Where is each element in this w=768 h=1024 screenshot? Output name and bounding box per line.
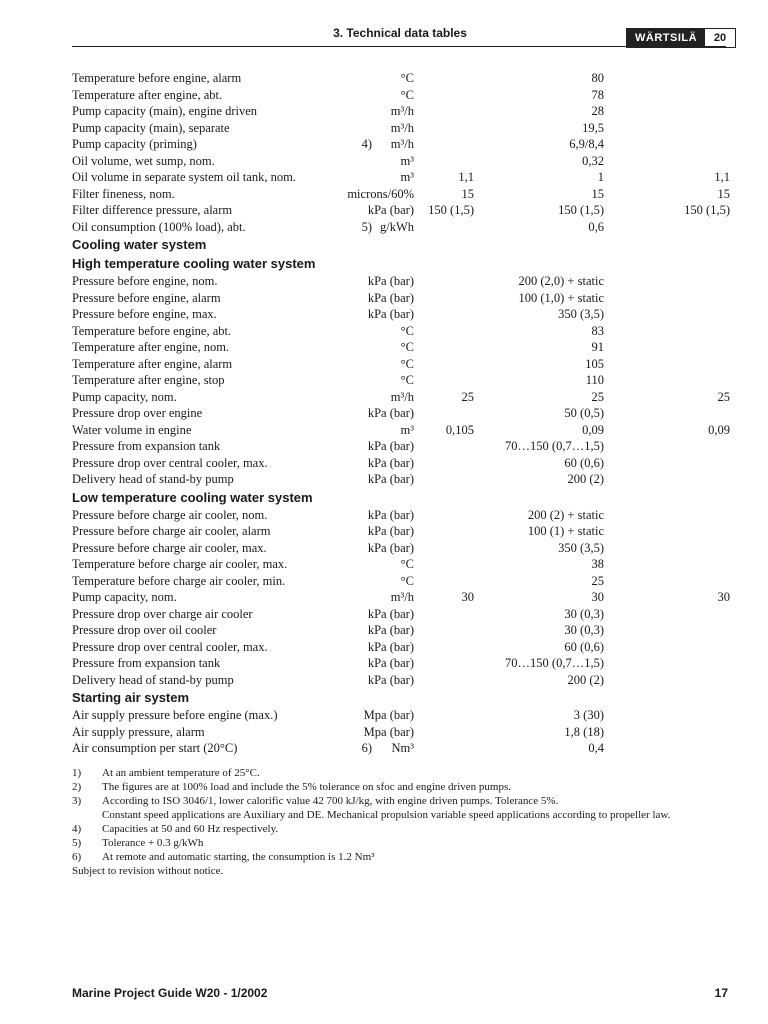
value-col-2: 1 <box>597 170 604 184</box>
value-col-2: 30 <box>591 590 604 604</box>
value-col-1: 1,1 <box>458 170 474 184</box>
table-row <box>72 471 732 488</box>
table-row <box>72 707 732 724</box>
table-row <box>72 540 732 557</box>
table-row <box>72 639 732 656</box>
row-label: Temperature after engine, alarm <box>72 356 233 371</box>
row-unit: kPa (bar) <box>367 606 414 621</box>
footnote-number: 6) <box>72 851 82 863</box>
table-row <box>72 202 732 219</box>
table-row <box>72 724 732 741</box>
value-col-2: 30 (0,3) <box>564 606 604 621</box>
technical-data-table <box>72 70 732 757</box>
footnote-text: At remote and automatic starting, the consumption is 1.2 Nm³ <box>102 851 375 863</box>
value-col-2: 38 <box>591 557 604 571</box>
value-col-1: 15 <box>461 186 474 201</box>
row-label: Oil consumption (100% load), abt. <box>72 219 246 234</box>
value-col-3: 1,1 <box>714 170 730 184</box>
footnotes <box>72 766 732 878</box>
table-row <box>72 622 732 639</box>
value-col-2: 105 <box>585 356 604 371</box>
row-unit: kPa (bar) <box>367 455 414 470</box>
row-unit: m³ <box>400 170 414 184</box>
table-row <box>72 438 732 455</box>
row-unit: kPa (bar) <box>367 203 414 217</box>
footnote <box>72 780 732 794</box>
footnote <box>72 836 732 850</box>
table-row <box>72 507 732 524</box>
row-label: Pressure drop over engine <box>72 406 203 420</box>
footnote-number: 4) <box>72 823 82 835</box>
table-row <box>72 672 732 689</box>
row-label: Pressure drop over central cooler, max. <box>72 455 268 470</box>
table-row <box>72 606 732 623</box>
row-label: Temperature before charge air cooler, min. <box>72 573 286 588</box>
table-row <box>72 136 732 153</box>
section-heading: Cooling water system <box>72 237 207 252</box>
value-col-2: 70…150 (0,7…1,5) <box>505 439 604 453</box>
row-unit: g/kWh <box>379 219 414 234</box>
row-label: Temperature before engine, alarm <box>72 71 242 85</box>
table-row <box>72 405 732 422</box>
footnote-number: 2) <box>72 781 82 793</box>
row-label: Pressure from expansion tank <box>72 439 221 453</box>
row-unit: °C <box>400 557 414 571</box>
value-col-2: 0,4 <box>588 741 604 755</box>
footnote <box>72 794 732 808</box>
value-col-3: 0,09 <box>708 422 730 437</box>
value-col-2: 350 (3,5) <box>558 307 604 321</box>
value-col-2: 350 (3,5) <box>558 540 604 555</box>
table-row <box>72 306 732 323</box>
row-unit: °C <box>400 573 414 588</box>
row-label: Temperature after engine, abt. <box>72 87 223 102</box>
row-label: Pressure before engine, max. <box>72 307 217 321</box>
footnote-number: 3) <box>72 795 82 807</box>
table-row <box>72 120 732 137</box>
value-col-2: 6,9/8,4 <box>569 137 604 151</box>
row-label: Oil volume, wet sump, nom. <box>72 153 215 168</box>
value-col-2: 200 (2,0) + static <box>518 274 604 288</box>
footnote <box>72 766 732 780</box>
footer-page-number: 17 <box>714 986 728 1000</box>
table-row <box>72 740 732 757</box>
value-col-2: 0,32 <box>582 153 604 168</box>
table-row <box>72 219 732 236</box>
value-col-2: 100 (1) + static <box>527 524 604 538</box>
row-label: Pressure before engine, alarm <box>72 290 221 305</box>
table-row <box>72 455 732 472</box>
row-unit: °C <box>400 87 414 102</box>
table-row <box>72 655 732 672</box>
value-col-2: 150 (1,5) <box>558 203 604 217</box>
row-unit: kPa (bar) <box>367 472 414 486</box>
row-label: Temperature before charge air cooler, max. <box>72 557 288 571</box>
header-divider <box>72 46 726 47</box>
value-col-3: 30 <box>717 590 730 604</box>
row-unit: m³/h <box>390 389 414 404</box>
row-unit: kPa (bar) <box>367 439 414 453</box>
value-col-2: 200 (2) + static <box>527 507 604 522</box>
table-row <box>72 339 732 356</box>
row-unit: kPa (bar) <box>367 623 414 637</box>
row-label: Water volume in engine <box>72 422 192 437</box>
row-unit: m³/h <box>390 137 414 151</box>
table-row <box>72 169 732 186</box>
row-label: Temperature before engine, abt. <box>72 323 232 338</box>
row-label: Air consumption per start (20°C) <box>72 741 238 755</box>
table-row <box>72 389 732 406</box>
row-unit: m³/h <box>390 590 414 604</box>
value-col-2: 200 (2) <box>567 672 604 687</box>
row-unit: kPa (bar) <box>367 672 414 687</box>
section-title: 3. Technical data tables <box>333 26 467 40</box>
chapter-number: 20 <box>705 29 735 47</box>
row-unit: kPa (bar) <box>367 307 414 321</box>
value-col-2: 3 (30) <box>573 708 604 722</box>
footnote-text: According to ISO 3046/1, lower calorific value 42 700 kJ/kg, with engine driven pumps. Tolerance 5%. <box>102 795 559 807</box>
table-row <box>72 589 732 606</box>
row-unit: Mpa (bar) <box>363 708 414 722</box>
table-row <box>72 87 732 104</box>
row-label: Temperature after engine, nom. <box>72 340 230 354</box>
value-col-2: 70…150 (0,7…1,5) <box>505 656 604 670</box>
row-unit: Mpa (bar) <box>363 724 414 739</box>
table-row <box>72 573 732 590</box>
row-unit: °C <box>400 323 414 338</box>
row-label: Delivery head of stand-by pump <box>72 672 234 687</box>
value-col-2: 100 (1,0) + static <box>518 290 604 305</box>
value-col-3: 150 (1,5) <box>684 203 730 217</box>
row-unit: kPa (bar) <box>367 290 414 305</box>
row-label: Pressure before charge air cooler, alarm <box>72 524 271 538</box>
row-label: Delivery head of stand-by pump <box>72 472 234 486</box>
footnote <box>72 850 732 864</box>
footnote <box>72 822 732 836</box>
table-row <box>72 186 732 203</box>
value-col-3: 15 <box>717 186 730 201</box>
row-unit: m³/h <box>390 104 414 118</box>
row-label: Pressure before charge air cooler, nom. <box>72 507 268 522</box>
section-heading: Low temperature cooling water system <box>72 489 313 505</box>
row-unit: m³ <box>400 422 414 437</box>
row-label: Pressure drop over oil cooler <box>72 623 217 637</box>
row-unit: kPa (bar) <box>367 656 414 670</box>
table-row <box>72 356 732 373</box>
value-col-2: 25 <box>591 389 604 404</box>
row-label: Pressure before charge air cooler, max. <box>72 540 267 555</box>
value-col-2: 110 <box>585 373 604 387</box>
value-col-2: 50 (0,5) <box>564 406 604 420</box>
section-heading: Starting air system <box>72 690 190 705</box>
row-label: Pressure drop over central cooler, max. <box>72 639 268 654</box>
row-unit: °C <box>400 71 414 85</box>
row-label: Temperature after engine, stop <box>72 373 225 387</box>
row-note: 4) <box>361 137 372 151</box>
row-label: Oil volume in separate system oil tank, nom. <box>72 170 296 184</box>
value-col-2: 80 <box>591 71 604 85</box>
value-col-2: 60 (0,6) <box>564 455 604 470</box>
table-row <box>72 103 732 120</box>
footnote-text: The figures are at 100% load and include the 5% tolerance on sfoc and engine driven pumps. <box>102 781 511 793</box>
value-col-2: 0,09 <box>582 422 604 437</box>
value-col-2: 28 <box>591 104 604 118</box>
row-label: Pressure before engine, nom. <box>72 274 218 288</box>
row-unit: kPa (bar) <box>367 406 414 420</box>
table-row <box>72 323 732 340</box>
row-label: Pressure from expansion tank <box>72 656 221 670</box>
row-label: Pump capacity (main), engine driven <box>72 104 258 118</box>
row-unit: Nm³ <box>391 741 414 755</box>
row-label: Pump capacity, nom. <box>72 389 177 404</box>
value-col-2: 1,8 (18) <box>564 724 604 739</box>
row-unit: m³ <box>400 153 414 168</box>
table-row <box>72 70 732 87</box>
value-col-3: 25 <box>717 389 730 404</box>
row-label: Air supply pressure before engine (max.) <box>72 708 278 722</box>
row-label: Pump capacity (priming) <box>72 137 197 151</box>
revision-note: Subject to revision without notice. <box>72 865 224 877</box>
value-col-2: 78 <box>591 87 604 102</box>
value-col-1: 30 <box>461 590 474 604</box>
value-col-2: 15 <box>591 186 604 201</box>
table-row <box>72 372 732 389</box>
row-unit: microns/60% <box>347 186 414 201</box>
row-unit: °C <box>400 373 414 387</box>
table-row <box>72 290 732 307</box>
table-row <box>72 556 732 573</box>
brand-logo <box>626 28 736 48</box>
footnote-text: Tolerance + 0.3 g/kWh <box>102 837 204 849</box>
section-heading: High temperature cooling water system <box>72 256 316 271</box>
table-row <box>72 273 732 290</box>
value-col-2: 91 <box>591 340 604 354</box>
value-col-1: 25 <box>461 389 474 404</box>
value-col-2: 200 (2) <box>567 472 604 486</box>
value-col-1: 150 (1,5) <box>428 203 474 217</box>
value-col-2: 0,6 <box>588 219 604 234</box>
footnote-text: Capacities at 50 and 60 Hz respectively. <box>102 823 279 835</box>
row-label: Pump capacity, nom. <box>72 590 177 604</box>
row-note: 5) <box>361 219 372 234</box>
value-col-2: 60 (0,6) <box>564 639 604 654</box>
row-label: Pump capacity (main), separate <box>72 120 230 135</box>
row-label: Filter difference pressure, alarm <box>72 203 233 217</box>
row-unit: kPa (bar) <box>367 507 414 522</box>
value-col-2: 83 <box>591 323 604 338</box>
footnote-continuation: Constant speed applications are Auxiliary and DE. Mechanical propulsion variable speed applications according to propeller law. <box>102 809 671 821</box>
value-col-1: 0,105 <box>445 422 474 437</box>
logo-text: WÄRTSILÄ <box>627 29 705 47</box>
row-label: Air supply pressure, alarm <box>72 724 205 739</box>
row-unit: kPa (bar) <box>367 639 414 654</box>
row-unit: kPa (bar) <box>367 524 414 538</box>
row-unit: kPa (bar) <box>367 274 414 288</box>
value-col-2: 25 <box>591 573 604 588</box>
table-row <box>72 523 732 540</box>
footnote-number: 5) <box>72 837 82 849</box>
table-row <box>72 153 732 170</box>
row-unit: m³/h <box>390 120 414 135</box>
row-label: Filter fineness, nom. <box>72 186 175 201</box>
value-col-2: 30 (0,3) <box>564 623 604 637</box>
footnote-text: At an ambient temperature of 25°C. <box>102 767 260 779</box>
row-unit: °C <box>400 356 414 371</box>
table-row <box>72 422 732 439</box>
value-col-2: 19,5 <box>582 120 604 135</box>
row-label: Pressure drop over charge air cooler <box>72 606 253 621</box>
footer-guide-title: Marine Project Guide W20 - 1/2002 <box>72 986 268 1000</box>
row-unit: kPa (bar) <box>367 540 414 555</box>
row-note: 6) <box>361 741 372 755</box>
row-unit: °C <box>400 340 414 354</box>
footnote-number: 1) <box>72 767 82 779</box>
